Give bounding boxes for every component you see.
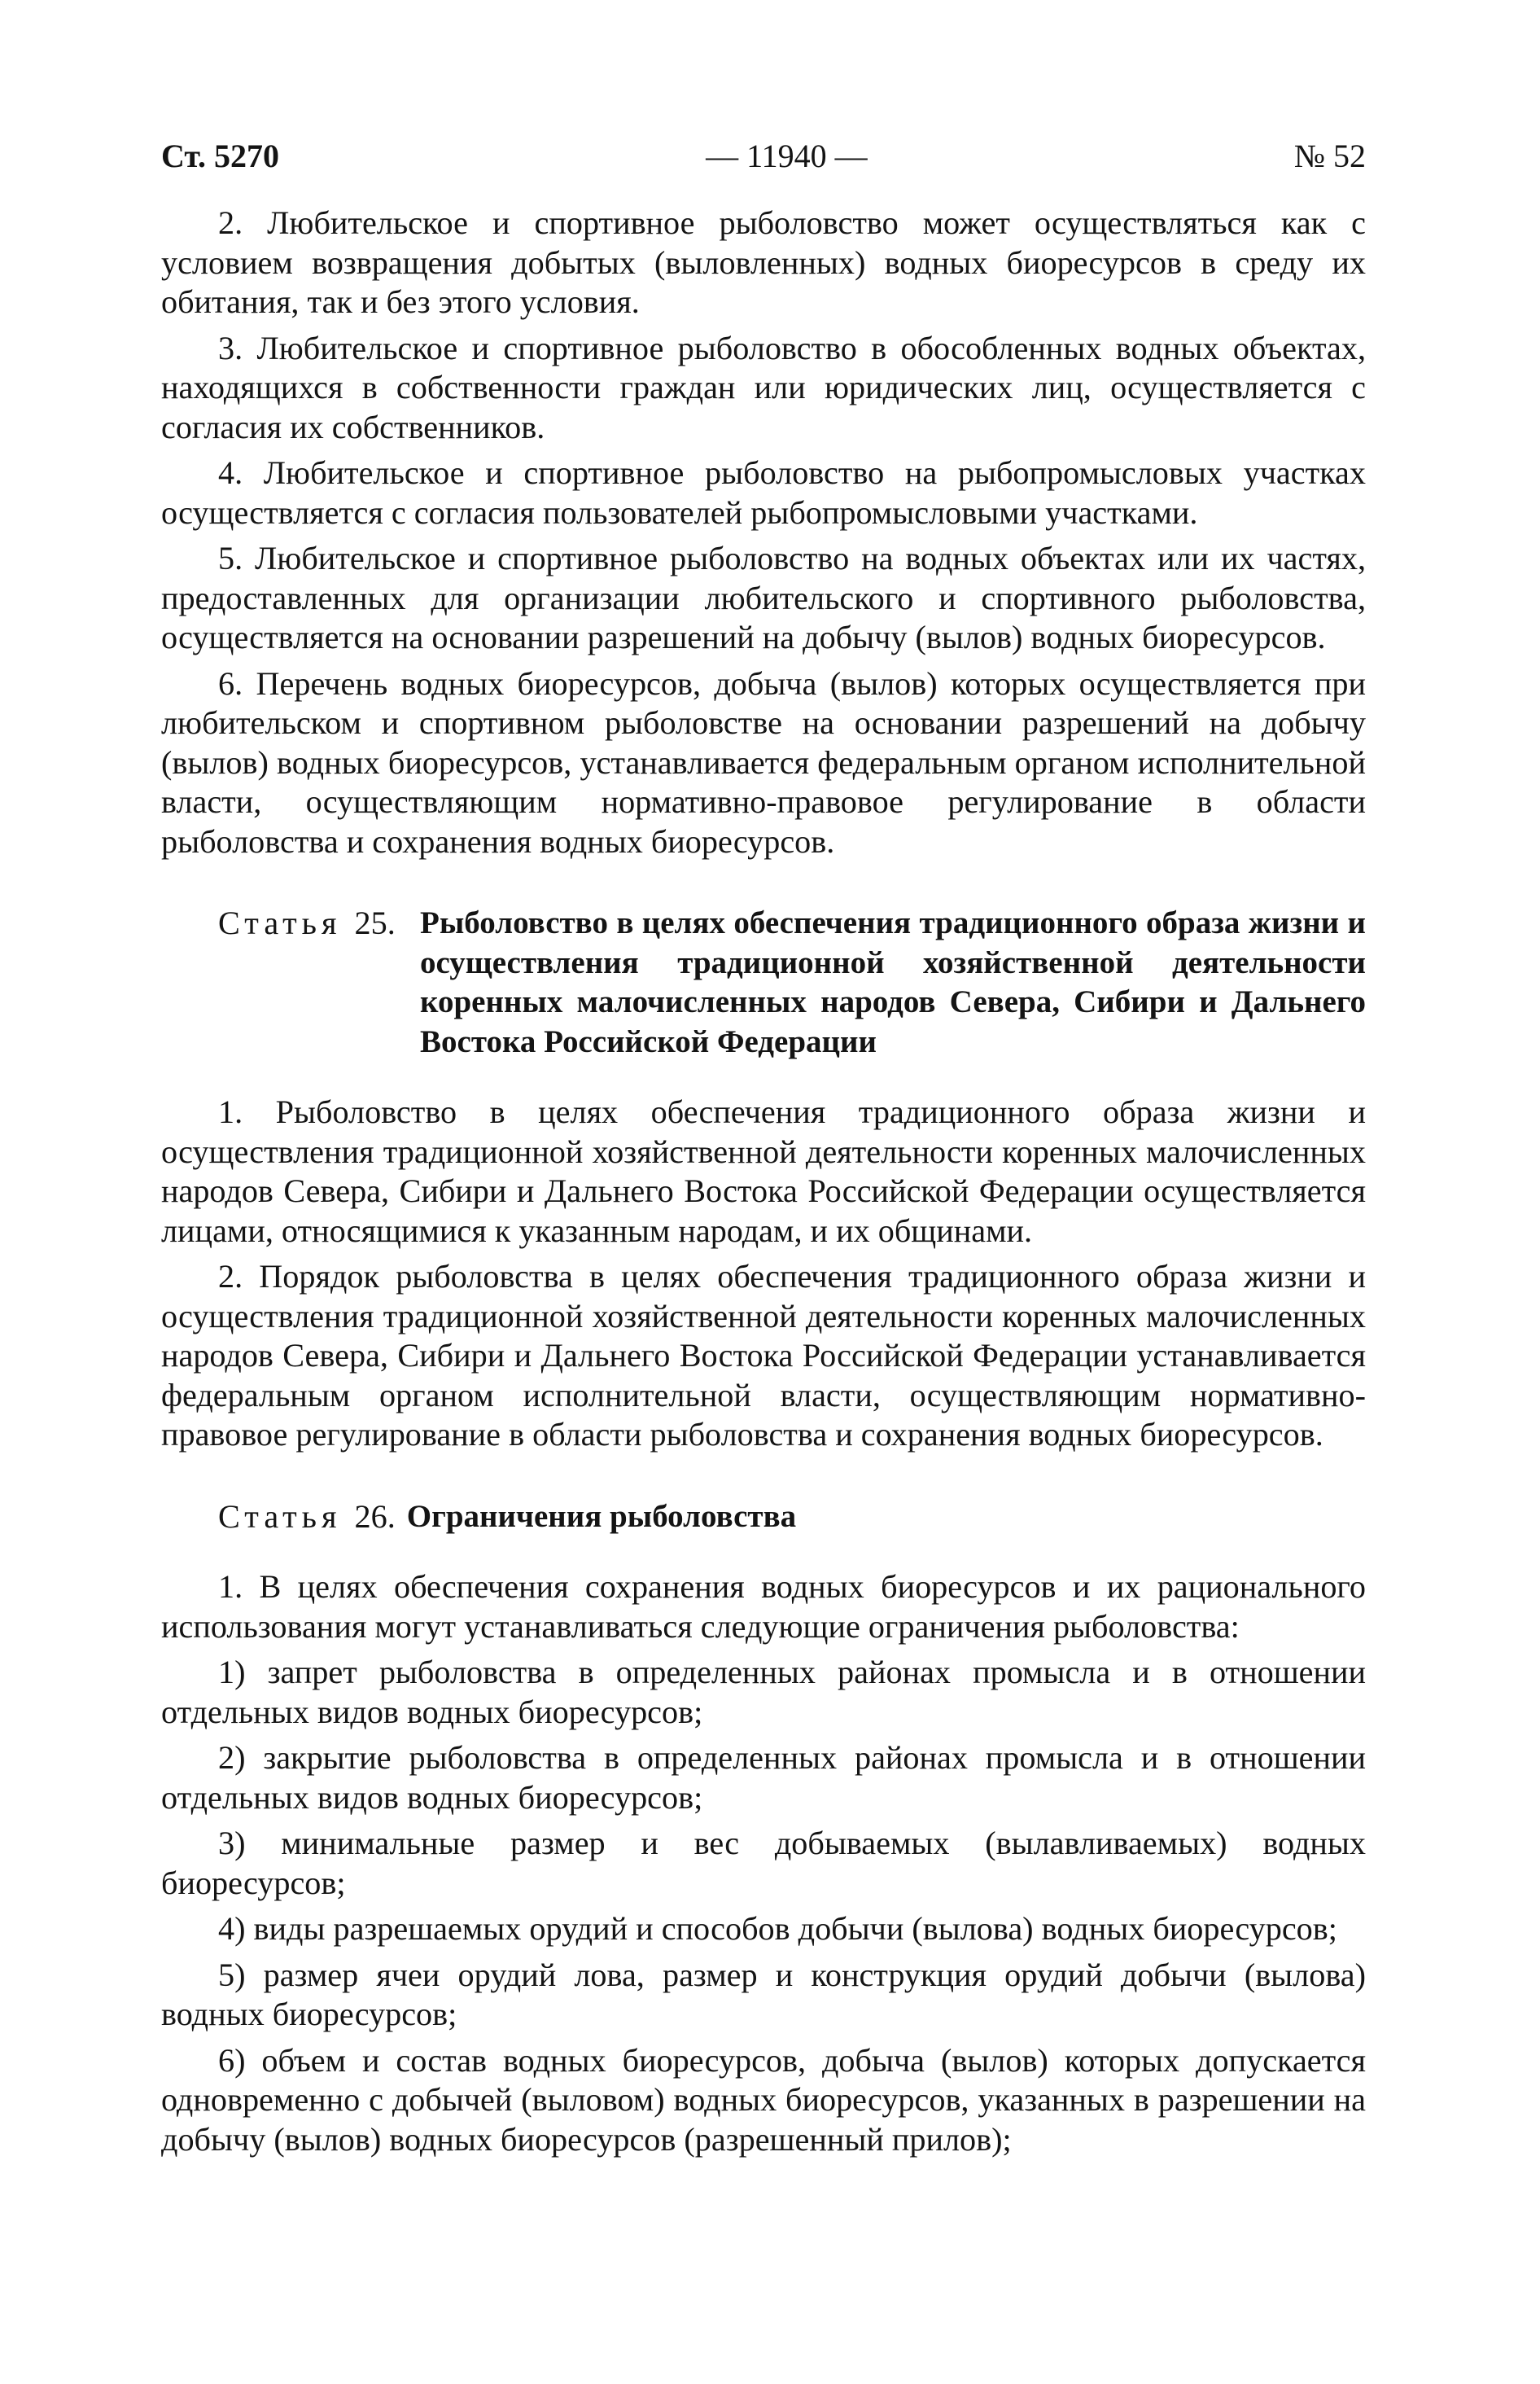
article-26-heading [161, 1497, 1366, 1537]
article-title: Ограничения рыболовства [406, 1498, 797, 1534]
paragraph: 1. Рыболовство в целях обеспечения традиционного образа жизни и осуществления традиционной хозяйственной деятельности коренных малочисленных народов Севера, Сибири и Дальнего Востока Российской Федерации осуществляется лицами, относящимися к указанным народам, и их общинами. [161, 1093, 1366, 1249]
list-item: 3) минимальные размер и вес добываемых (вылавливаемых) водных биоресурсов; [161, 1825, 1366, 1901]
list-item: 2) закрытие рыболовства в определенных районах промысла и в отношении отдельных видов водных биоресурсов; [161, 1739, 1366, 1816]
section-article-24-continuation [161, 204, 1366, 861]
paragraph: 2. Порядок рыболовства в целях обеспечения традиционного образа жизни и осуществления традиционной хозяйственной деятельности коренных малочисленных народов Севера, Сибири и Дальнего Востока Российской Федерации устанавливается федеральным органом исполнительной власти, осуществляющим нормативно-правовое регулирование в области рыболовства и сохранения водных биоресурсов. [161, 1258, 1366, 1453]
article-number: 26. [354, 1497, 396, 1535]
article-number: 25. [354, 905, 396, 941]
article-label [161, 1497, 407, 1537]
document-page [161, 137, 1366, 2166]
paragraph: 1. В целях обеспечения сохранения водных биоресурсов и их рационального использования могут устанавливаться следующие ограничения рыболовства: [161, 1568, 1366, 1645]
paragraph: 2. Любительское и спортивное рыболовство может осуществляться как с условием возвращения добытых (выловленных) водных биоресурсов в среду их обитания, так и без этого условия. [161, 204, 1366, 320]
article-title: Рыболовство в целях обеспечения традиционного образа жизни и осуществления традиционной хозяйственной деятельности коренных малочисленных народов Севера, Сибири и Дальнего Востока Российской Федерации [420, 905, 1366, 1059]
list-item: 4) виды разрешаемых орудий и способов добычи (вылова) водных биоресурсов; [218, 1910, 1337, 1947]
paragraph: 4. Любительское и спортивное рыболовство на рыбопромысловых участках осуществляется с согласия пользователей рыбопромысловыми участками. [161, 454, 1366, 531]
paragraph: 3. Любительское и спортивное рыболовство в обособленных водных объектах, находящихся в собственности граждан или юридических лиц, осуществляется с согласия их собственников. [161, 329, 1366, 445]
article-reference: Ст. 5270 [161, 138, 279, 174]
article-25-heading [161, 904, 1366, 1062]
list-item: 5) размер ячеи орудий лова, размер и конструкция орудий добычи (вылова) водных биоресурсов; [161, 1956, 1366, 2032]
page-number: — 11940 — [706, 138, 868, 174]
article-label [161, 904, 420, 1062]
list-item: 6) объем и состав водных биоресурсов, добыча (вылов) которых допускается одновременно с добычей (выловом) водных биоресурсов, указанных в разрешении на добычу (вылов) водных биоресурсов (разрешенный прилов); [161, 2041, 1366, 2158]
section-article-26 [161, 1567, 1366, 2159]
issue-number: № 52 [1293, 138, 1366, 174]
page-header [161, 137, 1366, 176]
article-word: Статья [218, 905, 342, 941]
article-word: Статья [218, 1497, 342, 1535]
list-item: 1) запрет рыболовства в определенных районах промысла и в отношении отдельных видов водных биоресурсов; [161, 1654, 1366, 1730]
paragraph: 5. Любительское и спортивное рыболовство на водных объектах или их частях, предоставленных для организации любительского и спортивного рыболовства, осуществляется на основании разрешений на добычу (вылов) водных биоресурсов. [161, 540, 1366, 655]
paragraph: 6. Перечень водных биоресурсов, добыча (вылов) которых осуществляется при любительском и спортивном рыболовстве на основании разрешений на добычу (вылов) водных биоресурсов, устанавливается федеральным органом исполнительной власти, осуществляющим нормативно-правовое регулирование в области рыболовства и сохранения водных биоресурсов. [161, 664, 1366, 860]
section-article-25 [161, 1093, 1366, 1455]
